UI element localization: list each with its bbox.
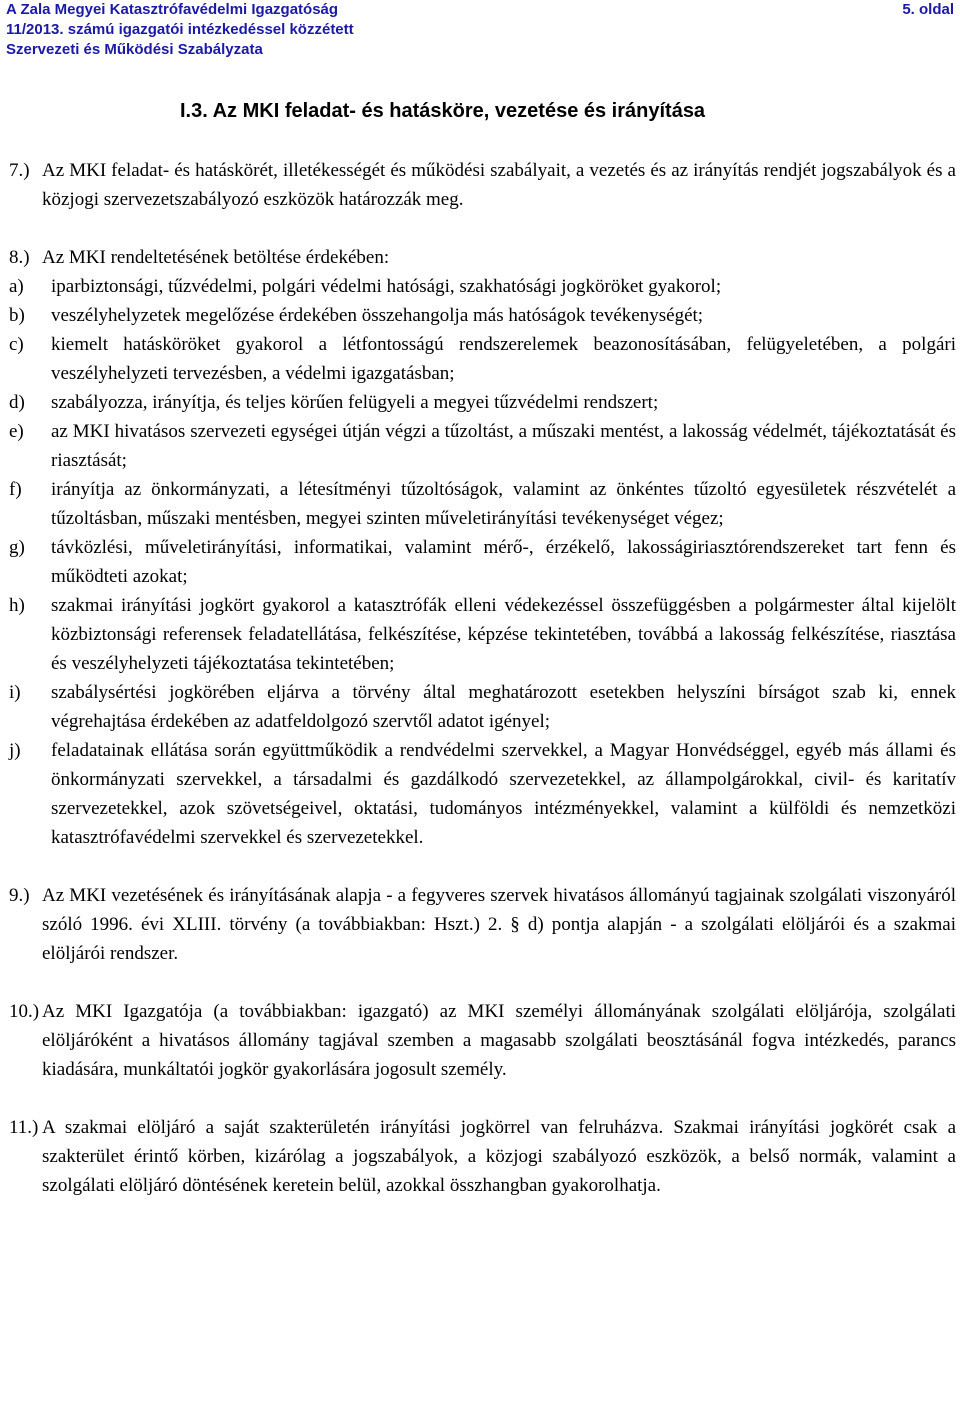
paragraph-text: Az MKI feladat- és hatáskörét, illetékességét és működési szabályait, a vezetés és az irányítás rendjét jogszabályok és a közjogi szervezetszabályozó eszközök határozzák meg. <box>42 160 956 210</box>
list-item-f <box>9 475 956 533</box>
paragraph-text: Az MKI vezetésének és irányításának alapja - a fegyveres szervek hivatásos állományú tagjainak szolgálati viszonyáról szóló 1996. évi XLIII. törvény (a továbbiakban: Hszt.) 2. § d) pontja alapján - a szolgálati elöljárói és a szakmai elöljárói rendszer. <box>42 885 956 964</box>
header-organization: A Zala Megyei Katasztrófavédelmi Igazgatóság <box>6 1 339 18</box>
paragraph-number: 8.) <box>9 247 30 268</box>
list-item-b <box>9 301 956 330</box>
list-item-letter: b) <box>9 305 25 326</box>
list-item-text: iparbiztonsági, tűzvédelmi, polgári védelmi hatósági, szakhatósági jogköröket gyakorol; <box>51 276 722 297</box>
paragraph-8 <box>9 243 956 272</box>
list-item-g <box>9 533 956 591</box>
section-title: I.3. Az MKI feladat- és hatásköre, vezetése és irányítása <box>180 100 706 122</box>
list-item-text: irányítja az önkormányzati, a létesítményi tűzoltóságok, valamint az önkéntes tűzoltó egyesületek részvételét a tűzoltásban, műszaki mentésben, megyei szinten műveletirányítási tevékenységet végez; <box>51 479 956 529</box>
list-item-text: szakmai irányítási jogkört gyakorol a katasztrófák elleni védekezéssel összefüggésben a polgármester által kijelölt közbiztonsági referensek feladatellátása, felkészítése, képzése tekintetében, továbbá a lakosság felkészítése, riasztása és veszélyhelyzeti tájékoztatása tekintetében; <box>51 595 956 674</box>
list-item-text: szabályozza, irányítja, és teljes körűen felügyeli a megyei tűzvédelmi rendszert; <box>51 392 659 413</box>
header-row-1 <box>6 0 954 20</box>
document-body <box>9 156 956 1200</box>
list-item-letter: j) <box>9 740 21 761</box>
page-number: 5. oldal <box>902 1 954 18</box>
list-item-text: kiemelt hatásköröket gyakorol a létfontosságú rendszerelemek beazonosításában, felügyeletében, a polgári veszélyhelyzeti tervezésben, a védelmi igazgatásban; <box>51 334 956 384</box>
list-item-letter: h) <box>9 595 25 616</box>
list-item-letter: f) <box>9 479 22 500</box>
paragraph-text: A szakmai elöljáró a saját szakterületén irányítási jogkörrel van felruházva. Szakmai irányítási jogkörét csak a szakterület érintő körben, kizárólag a jogszabályok, a közjogi szabályozó eszközök, a belső normák, valamint a szolgálati elöljáró döntésének keretein belül, azokkal összhangban gyakorolhatja. <box>42 1117 956 1196</box>
list-item-text: veszélyhelyzetek megelőzése érdekében összehangolja más hatóságok tevékenységét; <box>51 305 704 326</box>
list-item-e <box>9 417 956 475</box>
paragraph-number: 7.) <box>9 160 30 181</box>
paragraph-number: 9.) <box>9 885 30 906</box>
list-item-letter: g) <box>9 537 25 558</box>
list-item-j <box>9 736 956 852</box>
list-item-text: szabálysértési jogkörében eljárva a törvény által meghatározott esetekben helyszíni bírságot szab ki, ennek végrehajtása érdekében az adatfeldolgozó szervtől adatot igényel; <box>51 682 956 732</box>
paragraph-number: 10.) <box>9 1001 40 1022</box>
list-item-text: feladatainak ellátása során együttműködik a rendvédelmi szervekkel, a Magyar Honvédséggel, egyéb más állami és önkormányzati szervekkel, a társadalmi és gazdálkodó szervezetekkel, az állampolgárokkal, civil- és karitatív szervezetekkel, azok szövetségeivel, oktatási, tudományos intézményekkel, valamint a külföldi és nemzetközi katasztrófavédelmi szervekkel és szervezetekkel. <box>51 740 956 848</box>
page-header <box>6 0 954 60</box>
header-document-name: Szervezeti és Működési Szabályzata <box>6 41 263 58</box>
paragraph-7 <box>9 156 956 214</box>
list-item-text: az MKI hivatásos szervezeti egységei útján végzi a tűzoltást, a műszaki mentést, a lakosság védelmét, tájékoztatását és riasztását; <box>51 421 956 471</box>
list-item-letter: d) <box>9 392 25 413</box>
list-item-i <box>9 678 956 736</box>
list-item-letter: e) <box>9 421 24 442</box>
list-item-letter: a) <box>9 276 24 297</box>
paragraph-number: 11.) <box>9 1117 39 1138</box>
paragraph-text: Az MKI rendeltetésének betöltése érdekében: <box>42 247 390 268</box>
list-item-c <box>9 330 956 388</box>
list-item-letter: c) <box>9 334 24 355</box>
list-item-text: távközlési, műveletirányítási, informatikai, valamint mérő-, érzékelő, lakosságiriasztórendszereket tart fenn és működteti azokat; <box>51 537 956 587</box>
list-item-d <box>9 388 956 417</box>
header-notice: 11/2013. számú igazgatói intézkedéssel közzétett <box>6 21 354 38</box>
list-item-h <box>9 591 956 678</box>
paragraph-11 <box>9 1113 956 1200</box>
paragraph-10 <box>9 997 956 1084</box>
paragraph-text: Az MKI Igazgatója (a továbbiakban: igazgató) az MKI személyi állományának szolgálati elöljárója, szolgálati elöljáróként a hivatásos állomány tagjával szemben a magasabb szolgálati beosztásánál fogva intézkedés, parancs kiadására, munkáltatói jogkör gyakorlására jogosult személy. <box>42 1001 956 1080</box>
list-item-letter: i) <box>9 682 21 703</box>
list-item-a <box>9 272 956 301</box>
paragraph-9 <box>9 881 956 968</box>
